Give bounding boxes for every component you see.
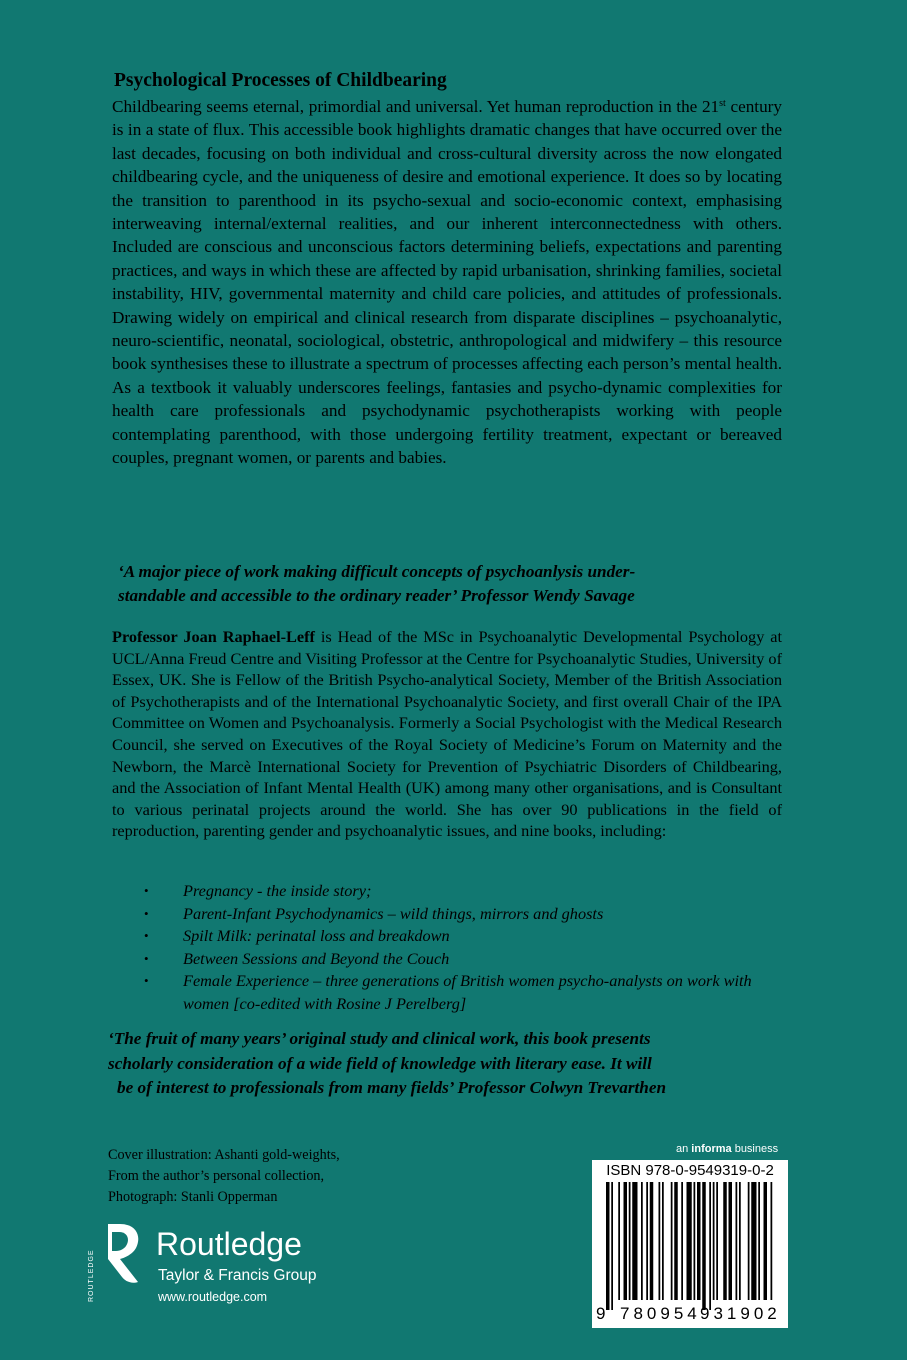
informa-business — [676, 1143, 778, 1155]
barcode-bar — [723, 1182, 727, 1300]
barcode-bar — [641, 1182, 643, 1300]
description-part-2: century is in a state of flux. This accessible book highlights dramatic changes that have occurred over the last decades, focusing on both individual and cross-cultural diversity across the now elongated childbearing cycle, and the uniqueness of desire and emotional experience. It does so by locating the transition to parenthood in its psycho-sexual and socio-economic context, emphasising interweaving internal/external realities, and our inherent interconnectedness with others. Included are conscious and unconscious factors determining beliefs, expectations and parenting practices, and ways in which these are affected by rapid urbanisation, shrinking families, societal instability, HIV, governmental maternity and child care policies, and attitudes of professionals. Drawing widely on empirical and clinical research from disparate disciplines – psychoanalytic, neuro-scientific, neonatal, sociological, obstetric, anthropological and midwifery – this resource book synthesises these to illustrate a spectrum of processes affecting each person’s mental health. As a textbook it valuably underscores feelings, fantasies and psycho-dynamic complexities for health care professionals and psychodynamic psychotherapists working with people contemplating parenthood, with those undergoing fertility treatment, expectant or bereaved couples, pregnant women, or parents and babies. — [112, 97, 782, 468]
barcode-bar — [687, 1182, 692, 1300]
barcode-bar — [618, 1182, 620, 1300]
barcode-bar — [611, 1182, 613, 1310]
book-title: Psychological Processes of Childbearing — [114, 70, 447, 91]
barcode-bar — [681, 1182, 683, 1300]
bullet-icon: • — [144, 928, 149, 943]
credits-line-2: From the author’s personal collection, — [108, 1168, 325, 1184]
book-item-title: Pregnancy - the inside story; — [183, 881, 372, 900]
review-quote-trevarthen — [108, 1027, 788, 1101]
quote2-line-2: scholarly consideration of a wide field of knowledge with literary ease. It will — [108, 1053, 652, 1073]
quote1-line-2: standable and accessible to the ordinary reader’ Professor Wendy Savage — [118, 585, 635, 605]
credits-line-3: Photograph: Stanli Opperman — [108, 1189, 278, 1205]
description-part-1: Childbearing seems eternal, primordial and universal. Yet human reproduction in the 21 — [112, 97, 720, 116]
barcode-bar — [662, 1182, 664, 1300]
informa-brand: informa — [691, 1143, 732, 1155]
book-item-title: Spilt Milk: perinatal loss and breakdown — [183, 926, 450, 945]
barcode-bar — [739, 1182, 741, 1300]
barcode-bar — [713, 1182, 715, 1300]
book-item-title: Parent-Infant Psychodynamics – wild things, mirrors and ghosts — [183, 903, 604, 923]
credits-line-1: Cover illustration: Ashanti gold-weights, — [108, 1147, 340, 1163]
publisher-group: Taylor & Francis Group — [158, 1267, 317, 1284]
informa-suffix: business — [731, 1143, 779, 1155]
bullet-icon: • — [144, 973, 149, 988]
bullet-icon: • — [144, 883, 149, 898]
list-item — [138, 948, 788, 971]
review-quote-savage — [118, 560, 758, 607]
author-name: Professor Joan Raphael-Leff — [112, 627, 315, 646]
barcode-bar — [771, 1182, 773, 1300]
publisher-name: Routledge — [156, 1226, 302, 1262]
barcode-bar — [729, 1182, 733, 1300]
barcode-bar — [709, 1182, 711, 1310]
barcode-bar — [751, 1182, 756, 1300]
barcode-bar — [697, 1182, 701, 1300]
barcode-digits-left: 780954 — [620, 1304, 701, 1323]
barcode-bar — [606, 1182, 610, 1310]
barcode-digit-first: 9 — [596, 1304, 606, 1323]
barcode-bar — [702, 1182, 706, 1310]
barcode-bar — [716, 1182, 718, 1300]
book-item-title: Between Sessions and Beyond the Couch — [183, 948, 450, 968]
barcode-bar — [694, 1182, 696, 1300]
barcode-bar — [748, 1182, 750, 1300]
svg-text:ROUTLEDGE: ROUTLEDGE — [88, 1249, 95, 1302]
book-description — [112, 95, 782, 470]
barcode-bar — [736, 1182, 738, 1300]
isbn-label: ISBN 978-0-9549319-0-2 — [606, 1162, 774, 1179]
barcode-bar — [659, 1182, 661, 1300]
cover-credits — [108, 1145, 408, 1208]
bullet-icon: • — [144, 905, 149, 921]
barcode-bar — [629, 1182, 631, 1300]
author-bio — [112, 626, 782, 842]
barcode-bar — [758, 1182, 760, 1300]
barcode-bar — [632, 1182, 637, 1300]
list-item — [138, 970, 788, 1015]
routledge-mark-icon — [88, 1222, 148, 1310]
bullet-icon: • — [144, 950, 149, 966]
barcode-bar — [646, 1182, 648, 1300]
quote1-line-1: ‘A major piece of work making difficult concepts of psychoanlysis under- — [118, 562, 636, 581]
description-superscript: st — [719, 98, 726, 109]
barcode-digits-right: 931902 — [700, 1304, 781, 1323]
barcode-bar — [674, 1182, 678, 1300]
barcode-bar — [650, 1182, 654, 1300]
publisher-logo — [88, 1222, 358, 1312]
author-bio-text: is Head of the MSc in Psychoanalytic Developmental Psychology at UCL/Anna Freud Centre and Visiting Professor at the Centre for Psychoanalytic Studies, University of Essex, UK. She is Fellow of the British Psycho-analytical Society, Member of the British Association of Psychotherapists and of the International Psychoanalytic Society, and first overall Chair of the IPA Committee on Women and Psychoanalysis. Formerly a Social Psychologist with the Medical Research Council, she served on Executives of the Royal Society of Medicine’s Forum on Maternity and the Newborn, the Marcè International Society for Prevention of Psychiatric Disorders of Childbearing, and the Association of Infant Mental Health (UK) among many other organisations, and is Consultant to various perinatal projects around the world. She has over 90 publications in the field of reproduction, parenting gender and psychoanalytic issues, and nine books, including: — [112, 627, 783, 841]
barcode-bars — [600, 1182, 780, 1312]
informa-prefix: an — [676, 1143, 692, 1155]
barcode-bar — [624, 1182, 628, 1300]
barcode-bar — [764, 1182, 768, 1300]
quote2-line-3: be of interest to professionals from many fields’ Professor Colwyn Trevarthen — [117, 1078, 667, 1097]
publisher-url: www.routledge.com — [158, 1290, 268, 1304]
list-item — [138, 925, 788, 948]
list-item — [138, 880, 788, 903]
author-books-list — [138, 880, 788, 1015]
isbn-barcode — [592, 1160, 788, 1328]
quote2-line-1: ‘The fruit of many years’ original study and clinical work, this book presents — [108, 1029, 651, 1048]
barcode-digits — [592, 1304, 788, 1326]
barcode-bar — [671, 1182, 673, 1300]
book-item-title: Female Experience – three generations of British women psycho-analysts on work with women [co-edited with Rosine J Perelberg] — [183, 971, 752, 1013]
list-item — [138, 903, 788, 926]
